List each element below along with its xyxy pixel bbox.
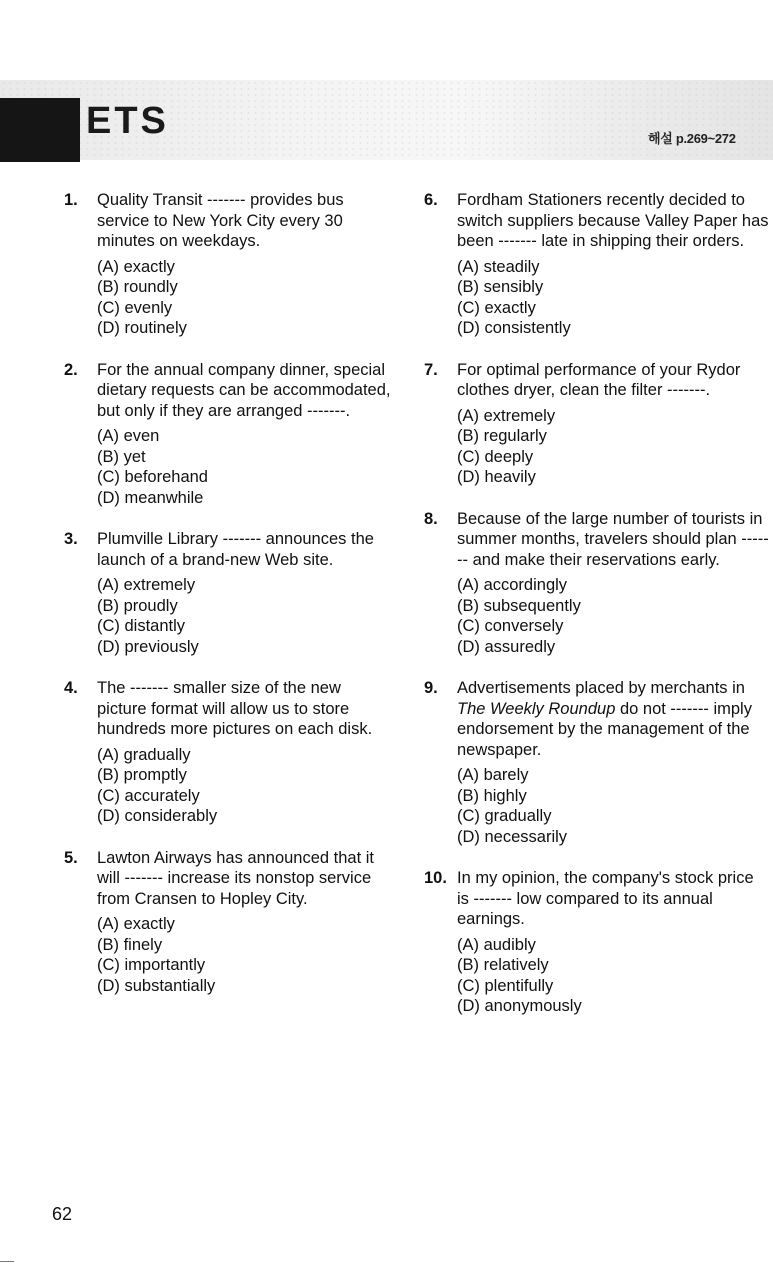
option-b: (B) subsequently	[457, 596, 581, 615]
option-a: (A) even	[97, 427, 160, 445]
publication-title: The Weekly Roundup	[457, 699, 616, 718]
stem-text: do not ------- imply endorsement by the management of the newspaper.	[457, 699, 752, 759]
option-d: (D) heavily	[457, 468, 536, 486]
question-stem: For optimal performance of your Rydor clothes dryer, clean the filter -------.	[457, 360, 741, 399]
question-1	[64, 190, 394, 339]
corner-mark	[0, 1261, 14, 1262]
option-d: (D) previously	[97, 637, 199, 656]
page-number: 62	[52, 1204, 73, 1224]
question-stem: Quality Transit ------- provides bus service to New York City every 30 minutes on weekdays.	[97, 191, 344, 250]
question-stem: For the annual company dinner, special dietary requests can be accommodated, but only if they are arranged -------.	[97, 360, 391, 420]
option-d: (D) considerably	[97, 807, 218, 825]
option-b: (B) highly	[457, 786, 527, 805]
option-a: (A) steadily	[457, 257, 540, 276]
option-c: (C) exactly	[457, 298, 536, 317]
option-a: (A) exactly	[97, 257, 175, 276]
option-b: (B) proudly	[97, 596, 178, 615]
question-5	[64, 848, 394, 997]
stem-text: Advertisements placed by merchants in	[457, 679, 745, 697]
question-number: 10.	[424, 869, 447, 887]
option-d: (D) meanwhile	[97, 488, 204, 507]
option-d: (D) substantially	[97, 976, 216, 995]
question-number: 5.	[64, 848, 78, 867]
ets-logo: ETS	[86, 100, 169, 142]
option-c: (C) distantly	[97, 617, 186, 635]
option-c: (C) accurately	[97, 786, 200, 805]
question-number: 4.	[64, 679, 78, 697]
question-stem	[457, 678, 769, 760]
question-number: 7.	[424, 360, 438, 379]
option-d: (D) anonymously	[457, 997, 582, 1015]
question-number: 9.	[424, 679, 438, 697]
option-c: (C) deeply	[457, 447, 534, 466]
question-4	[64, 678, 394, 827]
right-column	[424, 190, 769, 1017]
option-c: (C) beforehand	[97, 468, 208, 486]
option-a: (A) extremely	[457, 406, 556, 425]
chapter-tab-block	[0, 98, 80, 162]
question-3	[64, 529, 394, 657]
option-d: (D) necessarily	[457, 827, 568, 846]
option-d: (D) routinely	[97, 319, 187, 337]
question-6	[424, 190, 769, 339]
question-stem: In my opinion, the company's stock price is ------- low compared to its annual earnings.	[457, 869, 754, 928]
option-a: (A) extremely	[97, 576, 196, 594]
question-stem: The ------- smaller size of the new picture format will allow us to store hundreds more pictures on each disk.	[97, 679, 373, 738]
option-b: (B) roundly	[97, 278, 178, 296]
option-b: (B) regularly	[457, 427, 547, 445]
answer-page-reference: 해설 p.269~272	[648, 131, 736, 146]
option-a: (A) gradually	[97, 745, 191, 764]
question-number: 8.	[424, 509, 438, 528]
question-8	[424, 509, 769, 658]
option-a: (A) barely	[457, 766, 529, 784]
option-c: (C) gradually	[457, 807, 552, 825]
option-a: (A) audibly	[457, 935, 536, 954]
question-stem: Fordham Stationers recently decided to switch suppliers because Valley Paper has been ------- late in shipping their orders.	[457, 191, 769, 250]
left-column	[64, 190, 394, 996]
question-stem: Plumville Library ------- announces the launch of a brand-new Web site.	[97, 530, 374, 569]
question-7	[424, 360, 769, 488]
option-c: (C) evenly	[97, 298, 173, 317]
option-d: (D) assuredly	[457, 637, 556, 656]
option-a: (A) accordingly	[457, 576, 568, 594]
question-number: 2.	[64, 360, 78, 379]
option-c: (C) conversely	[457, 617, 564, 635]
question-9	[424, 678, 769, 847]
option-b: (B) yet	[97, 447, 146, 466]
option-c: (C) plentifully	[457, 976, 554, 995]
question-number: 6.	[424, 191, 438, 209]
option-b: (B) sensibly	[457, 278, 544, 296]
question-10	[424, 868, 769, 1017]
question-2	[64, 360, 394, 509]
question-number: 3.	[64, 530, 78, 548]
option-d: (D) consistently	[457, 319, 571, 337]
option-b: (B) relatively	[457, 956, 549, 974]
question-number: 1.	[64, 191, 78, 209]
question-stem: Because of the large number of tourists in summer months, travelers should plan ------- and make their reservations early.	[457, 509, 769, 569]
option-b: (B) finely	[97, 935, 163, 954]
option-a: (A) exactly	[97, 915, 175, 933]
option-c: (C) importantly	[97, 956, 206, 974]
question-stem: Lawton Airways has announced that it will ------- increase its nonstop service from Cransen to Hopley City.	[97, 848, 375, 908]
option-b: (B) promptly	[97, 766, 187, 784]
